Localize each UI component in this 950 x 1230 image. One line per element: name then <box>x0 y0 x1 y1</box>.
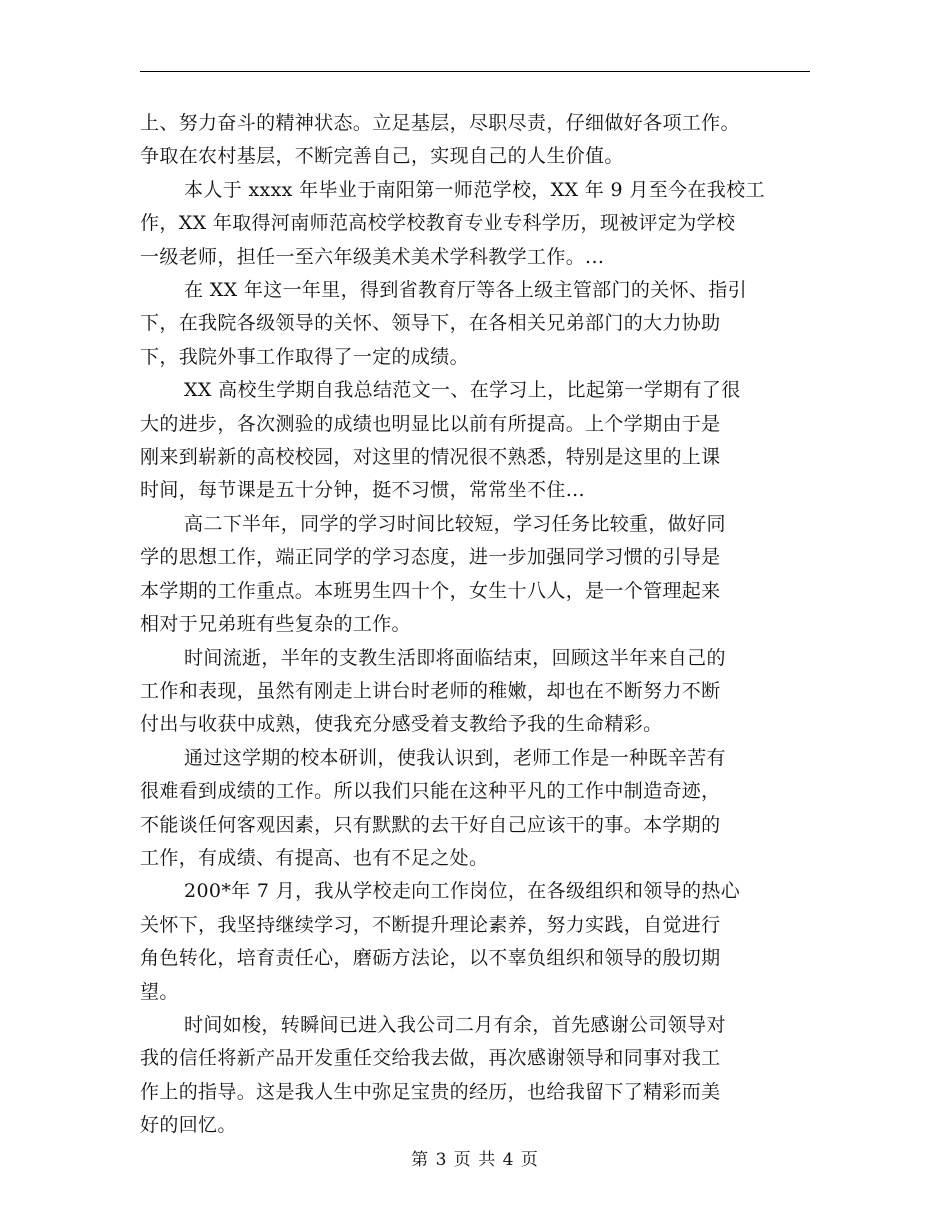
text-line: 望。 <box>140 980 179 1003</box>
text-line: 角色转化，培育责任心，磨砺方法论，以不辜负组织和领导的殷切期 <box>140 947 721 970</box>
text-line: 我的信任将新产品开发重任交给我去做，再次感谢领导和同事对我工 <box>140 1047 721 1070</box>
page-number-footer: 第 3 页 共 4 页 <box>411 1150 539 1170</box>
paragraph <box>140 374 810 508</box>
paragraph <box>140 174 810 274</box>
paragraph <box>140 274 810 374</box>
paragraph <box>140 508 810 642</box>
paragraph <box>140 1009 810 1143</box>
text-line: 相对于兄弟班有些复杂的工作。 <box>140 613 411 636</box>
text-line: 刚来到崭新的高校校园，对这里的情况很不熟悉，特别是这里的上课 <box>140 446 721 469</box>
text-line: 时间如梭，转瞬间已进入我公司二月有余，首先感谢公司领导对 <box>184 1013 726 1036</box>
text-line: 学的思想工作，端正同学的学习态度，进一步加强同学习惯的引导是 <box>140 546 721 569</box>
text-line: 作，XX 年取得河南师范高校学校教育专业专科学历，现被评定为学校 <box>140 212 736 235</box>
paragraph <box>140 107 810 174</box>
text-line: 200*年 7 月，我从学校走向工作岗位，在各级组织和领导的热心 <box>184 880 741 903</box>
text-line: 好的回忆。 <box>140 1114 237 1137</box>
text-line: 时间流逝，半年的支教生活即将面临结束，回顾这半年来自己的 <box>184 646 726 669</box>
text-line: 上、努力奋斗的精神状态。立足基层，尽职尽责，仔细做好各项工作。 <box>140 112 740 134</box>
text-line: 很难看到成绩的工作。所以我们只能在这种平凡的工作中制造奇迹， <box>140 780 721 803</box>
text-line: XX 高校生学期自我总结范文一、在学习上，比起第一学期有了很 <box>184 379 741 402</box>
text-line: 时间，每节课是五十分钟，挺不习惯，常常坐不住... <box>140 479 585 502</box>
text-line: 本学期的工作重点。本班男生四十个，女生十八人，是一个管理起来 <box>140 579 721 602</box>
text-line: 下，我院外事工作取得了一定的成绩。 <box>140 345 469 368</box>
text-line: 工作和表现，虽然有刚走上讲台时老师的稚嫩，却也在不断努力不断 <box>140 679 721 702</box>
text-line: 工作，有成绩、有提高、也有不足之处。 <box>140 846 489 869</box>
paragraph <box>140 642 810 742</box>
paragraph <box>140 875 810 1009</box>
header-rule <box>140 71 810 72</box>
paragraph <box>140 742 810 876</box>
text-line: 争取在农村基层，不断完善自己，实现自己的人生价值。 <box>140 145 624 168</box>
text-line: 不能谈任何客观因素，只有默默的去干好自己应该干的事。本学期的 <box>140 813 721 836</box>
text-line: 下，在我院各级领导的关怀、领导下，在各相关兄弟部门的大力协助 <box>140 312 721 335</box>
text-line: 在 XX 年这一年里，得到省教育厅等各上级主管部门的关怀、指引 <box>184 279 747 302</box>
text-line: 关怀下，我坚持继续学习，不断提升理论素养，努力实践，自觉进行 <box>140 913 721 936</box>
text-line: 付出与收获中成熟，使我充分感受着支教给予我的生命精彩。 <box>140 713 663 736</box>
text-line: 高二下半年，同学的学习时间比较短，学习任务比较重，做好同 <box>184 512 726 535</box>
text-line: 大的进步，各次测验的成绩也明显比以前有所提高。上个学期由于是 <box>140 412 721 435</box>
text-line: 本人于 xxxx 年毕业于南阳第一师范学校，XX 年 9 月至今在我校工 <box>184 178 765 201</box>
text-line: 一级老师，担任一至六年级美术美术学科教学工作。... <box>140 245 605 268</box>
text-line: 作上的指导。这是我人生中弥足宝贵的经历，也给我留下了精彩而美 <box>140 1080 721 1103</box>
document-body <box>140 107 810 1143</box>
text-line: 通过这学期的校本研训，使我认识到，老师工作是一种既辛苦有 <box>184 746 726 769</box>
